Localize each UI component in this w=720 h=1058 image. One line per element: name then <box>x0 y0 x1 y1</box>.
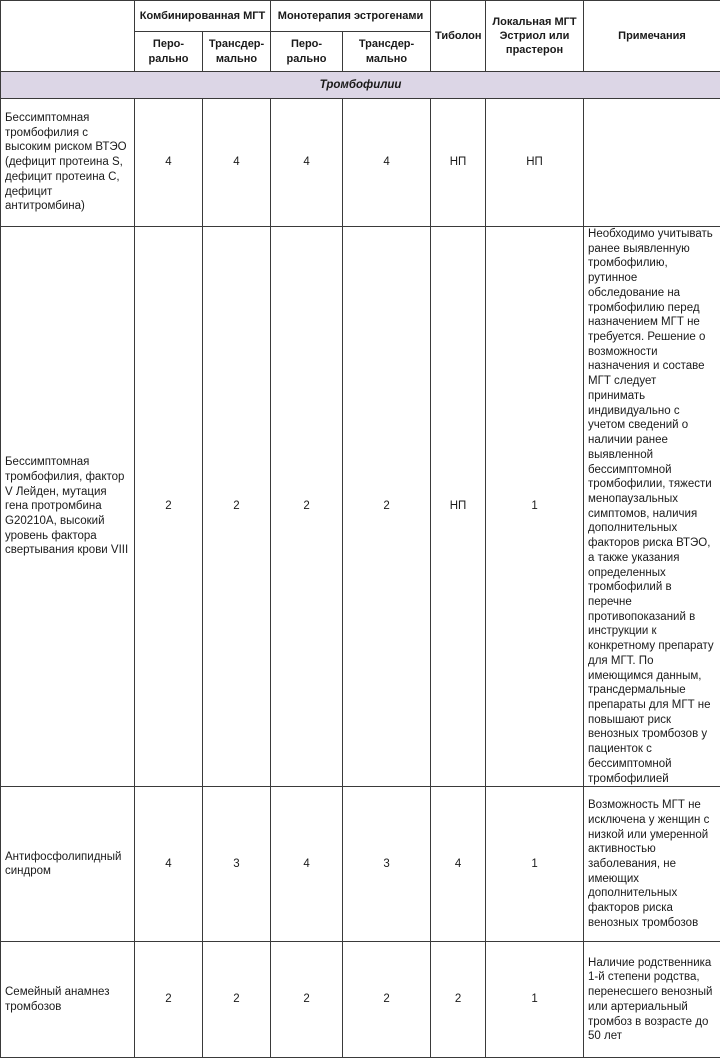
local-hrt-cell: 1 <box>486 942 584 1058</box>
combined-oral-cell: 4 <box>135 99 203 227</box>
estrogen-transdermal-cell: 3 <box>343 787 431 942</box>
header-estrogen-oral: Перо-рально <box>271 32 343 72</box>
header-row-1 <box>1 1 720 32</box>
estrogen-oral-cell: 4 <box>271 99 343 227</box>
condition-cell: Бессимптомная тромбофилия, фактор V Лейден, мутация гена протромбина G20210A, высокий уровень фактора свертывания крови VIII <box>1 227 135 787</box>
local-hrt-cell: 1 <box>486 227 584 787</box>
section-row <box>1 72 720 99</box>
estrogen-transdermal-cell: 2 <box>343 227 431 787</box>
header-combined-transdermal: Трансдер-мально <box>203 32 271 72</box>
estrogen-transdermal-cell: 4 <box>343 99 431 227</box>
tibolone-cell: НП <box>431 227 486 787</box>
tibolone-cell: 2 <box>431 942 486 1058</box>
header-combined-hrt: Комбинированная МГТ <box>135 1 271 32</box>
notes-cell: Необходимо учитывать ранее выявленную тромбофилию, рутинное обследование на тромбофилию перед назначением МГТ не требуется. Решение о возможности назначения и составе МГТ следует принимать индивидуально с учетом сведений о наличии ранее выявленной бессимптомной тромбофилии, тяжести менопаузальных симптомов, наличия дополнительных факторов риска ВТЭО, а также указания определенных тромбофилий в перечне противопоказаний в инструкции к конкретному препарату для МГТ. По имеющимся данным, трансдермальные препараты для МГТ не повышают риск венозных тромбозов у пациенток с бессимптомной тромбофилией <box>584 227 720 787</box>
combined-oral-cell: 2 <box>135 227 203 787</box>
header-combined-oral: Перо-рально <box>135 32 203 72</box>
local-hrt-cell: НП <box>486 99 584 227</box>
combined-oral-cell: 4 <box>135 787 203 942</box>
combined-oral-cell: 2 <box>135 942 203 1058</box>
header-tibolone: Тиболон <box>431 1 486 72</box>
header-local-hrt: Локальная МГТ Эстриол или прастерон <box>486 1 584 72</box>
table-row <box>1 227 720 787</box>
table-row <box>1 942 720 1058</box>
table-row <box>1 787 720 942</box>
combined-transdermal-cell: 2 <box>203 227 271 787</box>
notes-cell <box>584 99 720 227</box>
header-estrogen-monotherapy: Монотерапия эстрогенами <box>271 1 431 32</box>
condition-cell: Семейный анамнез тромбозов <box>1 942 135 1058</box>
estrogen-oral-cell: 2 <box>271 942 343 1058</box>
condition-cell: Бессимптомная тромбофилия с высоким риском ВТЭО (дефицит протеина S, дефицит протеина C, дефицит антитромбина) <box>1 99 135 227</box>
notes-cell: Наличие родственника 1-й степени родства, перенесшего венозный или артериальный тромбоз в возрасте до 50 лет <box>584 942 720 1058</box>
combined-transdermal-cell: 4 <box>203 99 271 227</box>
tibolone-cell: НП <box>431 99 486 227</box>
combined-transdermal-cell: 3 <box>203 787 271 942</box>
header-empty-cell <box>1 1 135 72</box>
combined-transdermal-cell: 2 <box>203 942 271 1058</box>
header-notes: Примечания <box>584 1 720 72</box>
condition-cell: Антифосфолипидный синдром <box>1 787 135 942</box>
section-title: Тромбофилии <box>1 72 720 99</box>
tibolone-cell: 4 <box>431 787 486 942</box>
estrogen-oral-cell: 2 <box>271 227 343 787</box>
header-estrogen-transdermal: Трансдер-мально <box>343 32 431 72</box>
notes-cell: Возможность МГТ не исключена у женщин с низкой или умеренной активностью заболевания, не имеющих дополнительных факторов риска венозных тромбозов <box>584 787 720 942</box>
estrogen-transdermal-cell: 2 <box>343 942 431 1058</box>
estrogen-oral-cell: 4 <box>271 787 343 942</box>
table-row <box>1 99 720 227</box>
local-hrt-cell: 1 <box>486 787 584 942</box>
